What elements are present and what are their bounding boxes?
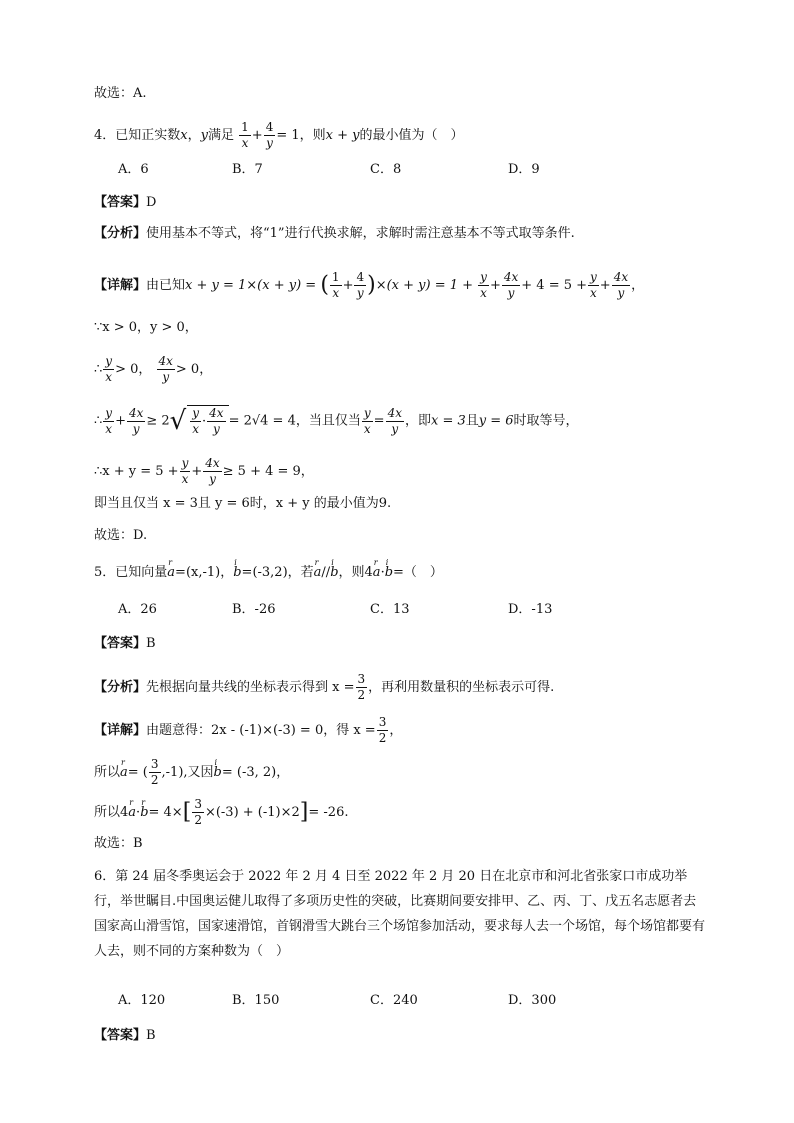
option-b: B．-26 <box>232 602 276 617</box>
answer-5: 【答案】B <box>94 636 156 651</box>
question-6-stem: 6．第 24 届冬季奥运会于 2022 年 2 月 4 日至 2022 年 2 月 20 日在北京市和河北省张家口市成功举行，举世瞩目.中国奥运健儿取得了多项历史性的突破，比赛期间要安排甲、乙、丙、丁、戊五名志愿者去国家高山滑雪馆，国家速滑馆，首钢滑雪大跳台三个场馆参加活动，要求每人去一个场馆，每个场馆都要有人去，则不同的方案种数为（ ） <box>94 869 706 959</box>
detail-4-line-5: ∴x + y = 5 + $\frac{y}{x}$ + $\frac{4x}{y}$ ≥ 5 + 4 = 9， <box>94 456 314 486</box>
fraction: $\frac{4}{y}$ <box>265 120 274 150</box>
question-5-stem: 5．已知向量 r a=(x,-1)， i b=(-3,2)，若 r a// i b，则4 r a· i b=（ ） <box>94 558 443 580</box>
question-4-stem: 4．已知正实数x，y满足 $\frac{1}{x}$ + $\frac{4}{y}$ = 1，则x + y的最小值为（ ） <box>94 120 464 150</box>
option-d: D．-13 <box>508 602 553 617</box>
detail-5-line-3: 所以4 r a· r b= 4×[ $\frac{3}{2}$ ×(-3) + (-1)×2]= -26. <box>94 797 349 827</box>
detail-4-line-2: ∵x > 0，y > 0， <box>94 320 198 335</box>
option-b: B．150 <box>232 993 280 1008</box>
analysis-5: 【分析】先根据向量共线的坐标表示得到 x = $\frac{3}{2}$ ，再利用数量积的坐标表示可得. <box>94 672 555 702</box>
option-b: B．7 <box>232 162 263 177</box>
text-line: 故选：A. <box>94 86 147 101</box>
option-a: A．120 <box>118 993 166 1008</box>
answer-4: 【答案】D <box>94 195 157 210</box>
detail-4-line-3: ∴ $\frac{y}{x}$ > 0， $\frac{4x}{y}$ > 0， <box>94 354 213 384</box>
detail-5-end: 故选：B <box>94 836 143 851</box>
detail-4-end: 故选：D. <box>94 528 148 543</box>
fraction: $\frac{1}{x}$ <box>241 120 249 150</box>
detail-5-line-2: 所以 r a= ( $\frac{3}{2}$ ,-1),又因 i b= (-3, 2)， <box>94 757 290 787</box>
detail-4-line-4: ∴ $\frac{y}{x}$ + $\frac{4x}{y}$ ≥ 2√ $\frac{y}{x}$ · $\frac{4x}{y}$ = 2√4 = 4，当且仅当 $\frac{y}{x}$ = $\frac{4x}{y}$ ，即x = 3且y = 6时取等号， <box>94 405 579 436</box>
option-d: D．9 <box>508 162 540 177</box>
detail-4-line-1: 【详解】由已知x + y = 1×(x + y) = ( $\frac{1}{x}$ + $\frac{4}{y}$ )×(x + y) = 1 + $\frac{y}{x}$ + $\frac{4x}{y}$ + 4 = 5 + $\frac{y}{x}$ + $\frac{4x}{y}$ ， <box>94 270 645 300</box>
option-a: A．6 <box>118 162 149 177</box>
option-c: C．13 <box>370 602 410 617</box>
option-c: C．240 <box>370 993 418 1008</box>
option-c: C．8 <box>370 162 402 177</box>
detail-4-line-6: 即当且仅当 x = 3且 y = 6时，x + y 的最小值为9. <box>94 496 392 511</box>
answer-6: 【答案】B <box>94 1028 156 1043</box>
option-d: D．300 <box>508 993 557 1008</box>
analysis-4: 【分析】使用基本不等式，将“1”进行代换求解，求解时需注意基本不等式取等条件. <box>94 226 575 241</box>
detail-5-line-1: 【详解】由题意得：2x - (-1)×(-3) = 0，得 x = $\frac{3}{2}$ ， <box>94 715 403 745</box>
option-a: A．26 <box>118 602 157 617</box>
